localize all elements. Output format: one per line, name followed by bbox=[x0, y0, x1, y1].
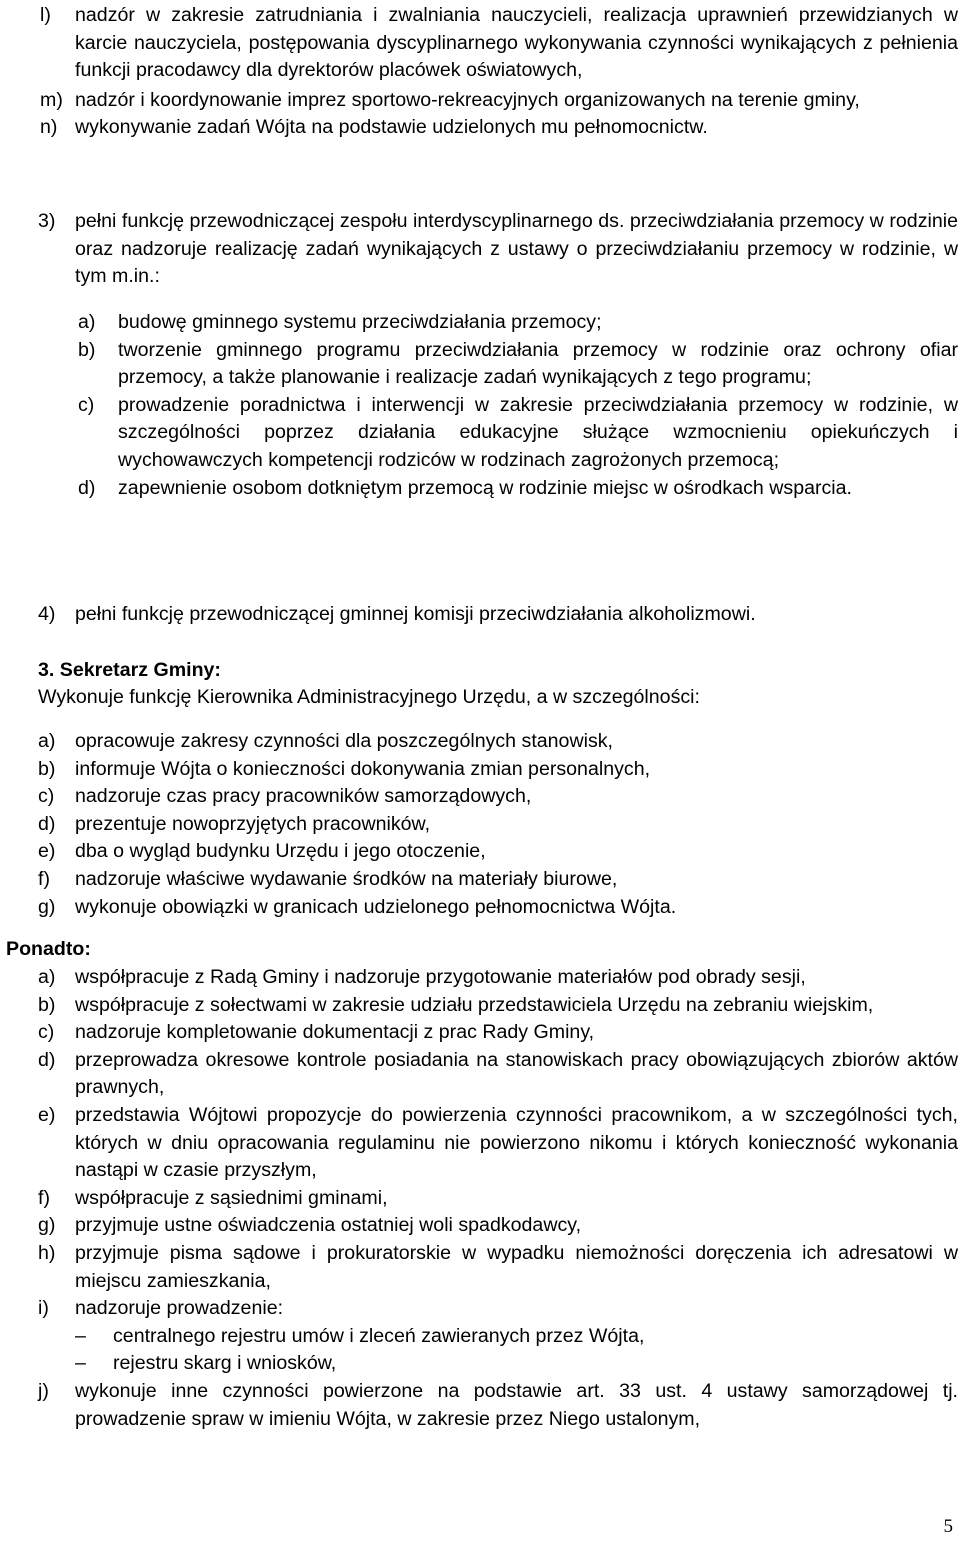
list-item-text: nadzoruje kompletowanie dokumentacji z prac Rady Gminy, bbox=[75, 1021, 595, 1044]
list-item bbox=[38, 866, 958, 894]
list-item bbox=[38, 1212, 958, 1240]
list-item bbox=[78, 309, 958, 337]
dash-bullet: – bbox=[75, 1352, 86, 1375]
list-item-text: nadzoruje czas pracy pracowników samorządowych, bbox=[75, 785, 532, 808]
list-item-text: współpracuje z sołectwami w zakresie udziału przedstawiciela Urzędu na zebraniu wiejskim, bbox=[75, 993, 874, 1016]
list-item-label: b) bbox=[78, 338, 96, 361]
list-item-label: d) bbox=[78, 476, 96, 499]
list-item-label: f) bbox=[38, 1186, 50, 1209]
point-3-text: pełni funkcję przewodniczącej zespołu interdyscyplinarnego ds. przeciwdziałania przemocy w rodzinie oraz nadzoruje realizację zadań wynikających z ustawy o przeciwdziałaniu przemocy w rodzinie, w tym m.in.: bbox=[75, 210, 958, 288]
list-item bbox=[38, 1295, 958, 1323]
sub-list-item-text: centralnego rejestru umów i zleceń zawieranych przez Wójta, bbox=[113, 1324, 645, 1347]
list-item bbox=[78, 392, 958, 475]
list-item-text: wykonuje inne czynności powierzone na podstawie art. 33 ust. 4 ustawy samorządowej tj. prowadzenie spraw w imieniu Wójta, w zakresie przez Niego ustalonym, bbox=[75, 1379, 958, 1430]
point-4-text: pełni funkcję przewodniczącej gminnej komisji przeciwdziałania alkoholizmowi. bbox=[75, 603, 756, 625]
list-item-label: e) bbox=[38, 840, 56, 863]
list-item-label: c) bbox=[78, 393, 95, 416]
sekretarz-list bbox=[38, 728, 958, 921]
list-item bbox=[38, 1185, 958, 1213]
list-item-text: prowadzenie poradnictwa i interwencji w zakresie przeciwdziałania przemocy w rodzinie, w szczególności poprzez działania edukacyjne służące wzmocnieniu opiekuńczych i wychowawczych kompetencji rodziców w rodzinach zagrożonych przemocą; bbox=[118, 393, 958, 471]
dash-bullet: – bbox=[75, 1324, 86, 1347]
ponadto-heading: Ponadto: bbox=[6, 938, 91, 960]
list-item-text: informuje Wójta o konieczności dokonywania zmian personalnych, bbox=[75, 757, 651, 780]
list-item-text: nadzór i koordynowanie imprez sportowo-rekreacyjnych organizowanych na terenie gminy, bbox=[75, 88, 860, 111]
list-item-label: j) bbox=[38, 1379, 49, 1402]
list-item-text: wykonywanie zadań Wójta na podstawie udzielonych mu pełnomocnictw. bbox=[75, 116, 708, 139]
list-item bbox=[38, 756, 958, 784]
page-number: 5 bbox=[943, 1516, 953, 1537]
sub-list-item bbox=[38, 1350, 958, 1378]
list-item-label: i) bbox=[38, 1297, 49, 1320]
list-item-text: nadzór w zakresie zatrudniania i zwalniania nauczycieli, realizacja uprawnień przewidzianych w karcie nauczyciela, postępowania dyscyplinarnego wykonywania czynności wynikających z pełnienia funkcji pracodawcy dla dyrektorów placówek oświatowych, bbox=[75, 4, 958, 82]
list-item-text: współpracuje z Radą Gminy i nadzoruje przygotowanie materiałów pod obrady sesji, bbox=[75, 966, 806, 988]
section-heading: 3. Sekretarz Gminy: bbox=[38, 659, 221, 681]
list-item-text: nadzoruje właściwe wydawanie środków na materiały biurowe, bbox=[75, 867, 618, 890]
list-item bbox=[40, 2, 958, 85]
list-item bbox=[78, 475, 958, 503]
sub-list-item-text: rejestru skarg i wniosków, bbox=[113, 1352, 337, 1375]
list-item-text: przyjmuje ustne oświadczenia ostatniej woli spadkodawcy, bbox=[75, 1214, 582, 1237]
list-item-text: zapewnienie osobom dotkniętym przemocą w rodzinie miejsc w ośrodkach wsparcia. bbox=[118, 476, 853, 499]
top-list bbox=[40, 2, 958, 142]
list-item-label: a) bbox=[38, 966, 56, 988]
list-item-text: współpracuje z sąsiednimi gminami, bbox=[75, 1186, 388, 1209]
list-item bbox=[38, 992, 958, 1020]
list-item-label: a) bbox=[78, 311, 96, 333]
list-item-label: d) bbox=[38, 812, 56, 835]
list-item bbox=[38, 728, 958, 756]
list-item bbox=[38, 1240, 958, 1295]
list-item bbox=[38, 783, 958, 811]
point-3 bbox=[38, 208, 958, 291]
list-item-label: m) bbox=[40, 88, 63, 111]
list-item bbox=[38, 1102, 958, 1185]
point-3-label: 3) bbox=[38, 210, 56, 232]
list-item-text: przyjmuje pisma sądowe i prokuratorskie w wypadku niemożności doręczenia ich adresatowi w miejscu zamieszkania, bbox=[75, 1241, 958, 1292]
list-item bbox=[38, 1047, 958, 1102]
list-item-label: d) bbox=[38, 1048, 56, 1071]
list-item-text: dba o wygląd budynku Urzędu i jego otoczenie, bbox=[75, 840, 486, 863]
list-item bbox=[38, 811, 958, 839]
section-intro: Wykonuje funkcję Kierownika Administracyjnego Urzędu, a w szczególności: bbox=[38, 686, 700, 708]
list-item-label: g) bbox=[38, 1214, 56, 1237]
list-item-label: f) bbox=[38, 867, 50, 890]
list-item-label: b) bbox=[38, 757, 56, 780]
list-item-text: tworzenie gminnego programu przeciwdziałania przemocy w rodzinie oraz ochrony ofiar przemocy, a także planowanie i realizacje zadań wynikających z tego programu; bbox=[118, 338, 958, 389]
list-item-text: opracowuje zakresy czynności dla poszczególnych stanowisk, bbox=[75, 730, 613, 752]
list-item-label: c) bbox=[38, 785, 55, 808]
list-item-label: n) bbox=[40, 116, 58, 139]
list-item-label: g) bbox=[38, 895, 56, 918]
list-item-text: budowę gminnego systemu przeciwdziałania przemocy; bbox=[118, 311, 602, 333]
list-item bbox=[40, 87, 958, 115]
list-item bbox=[40, 114, 958, 142]
list-item bbox=[38, 1019, 958, 1047]
point-4-label: 4) bbox=[38, 603, 56, 625]
list-item-text: przedstawia Wójtowi propozycje do powierzenia czynności pracownikom, a w szczególności tych, których w dniu opracowania regulaminu nie powierzono nikomu i których konieczność wykonania nastąpi w czasie przyszłym, bbox=[75, 1103, 958, 1182]
ponadto-list bbox=[38, 964, 958, 1433]
point-4 bbox=[38, 601, 958, 629]
list-item bbox=[38, 964, 958, 992]
list-item bbox=[38, 894, 958, 922]
list-item-label: l) bbox=[40, 4, 51, 26]
list-item-label: b) bbox=[38, 993, 56, 1016]
sub-list-item bbox=[38, 1323, 958, 1351]
list-item-label: h) bbox=[38, 1241, 56, 1264]
list-item-text: przeprowadza okresowe kontrole posiadania na stanowiskach pracy obowiązujących zbiorów aktów prawnych, bbox=[75, 1048, 958, 1099]
list-item-text: wykonuje obowiązki w granicach udzielonego pełnomocnictwa Wójta. bbox=[75, 895, 677, 918]
list-item-label: a) bbox=[38, 730, 56, 752]
point-4-paragraph bbox=[38, 601, 958, 629]
point-3-sublist bbox=[78, 309, 958, 502]
point-3-paragraph bbox=[38, 208, 958, 291]
list-item bbox=[38, 838, 958, 866]
list-item bbox=[78, 337, 958, 392]
list-item-label: e) bbox=[38, 1103, 56, 1126]
list-item bbox=[38, 1378, 958, 1433]
list-item-text: prezentuje nowoprzyjętych pracowników, bbox=[75, 812, 431, 835]
list-item-text: nadzoruje prowadzenie: bbox=[75, 1297, 284, 1320]
list-item-label: c) bbox=[38, 1021, 55, 1044]
